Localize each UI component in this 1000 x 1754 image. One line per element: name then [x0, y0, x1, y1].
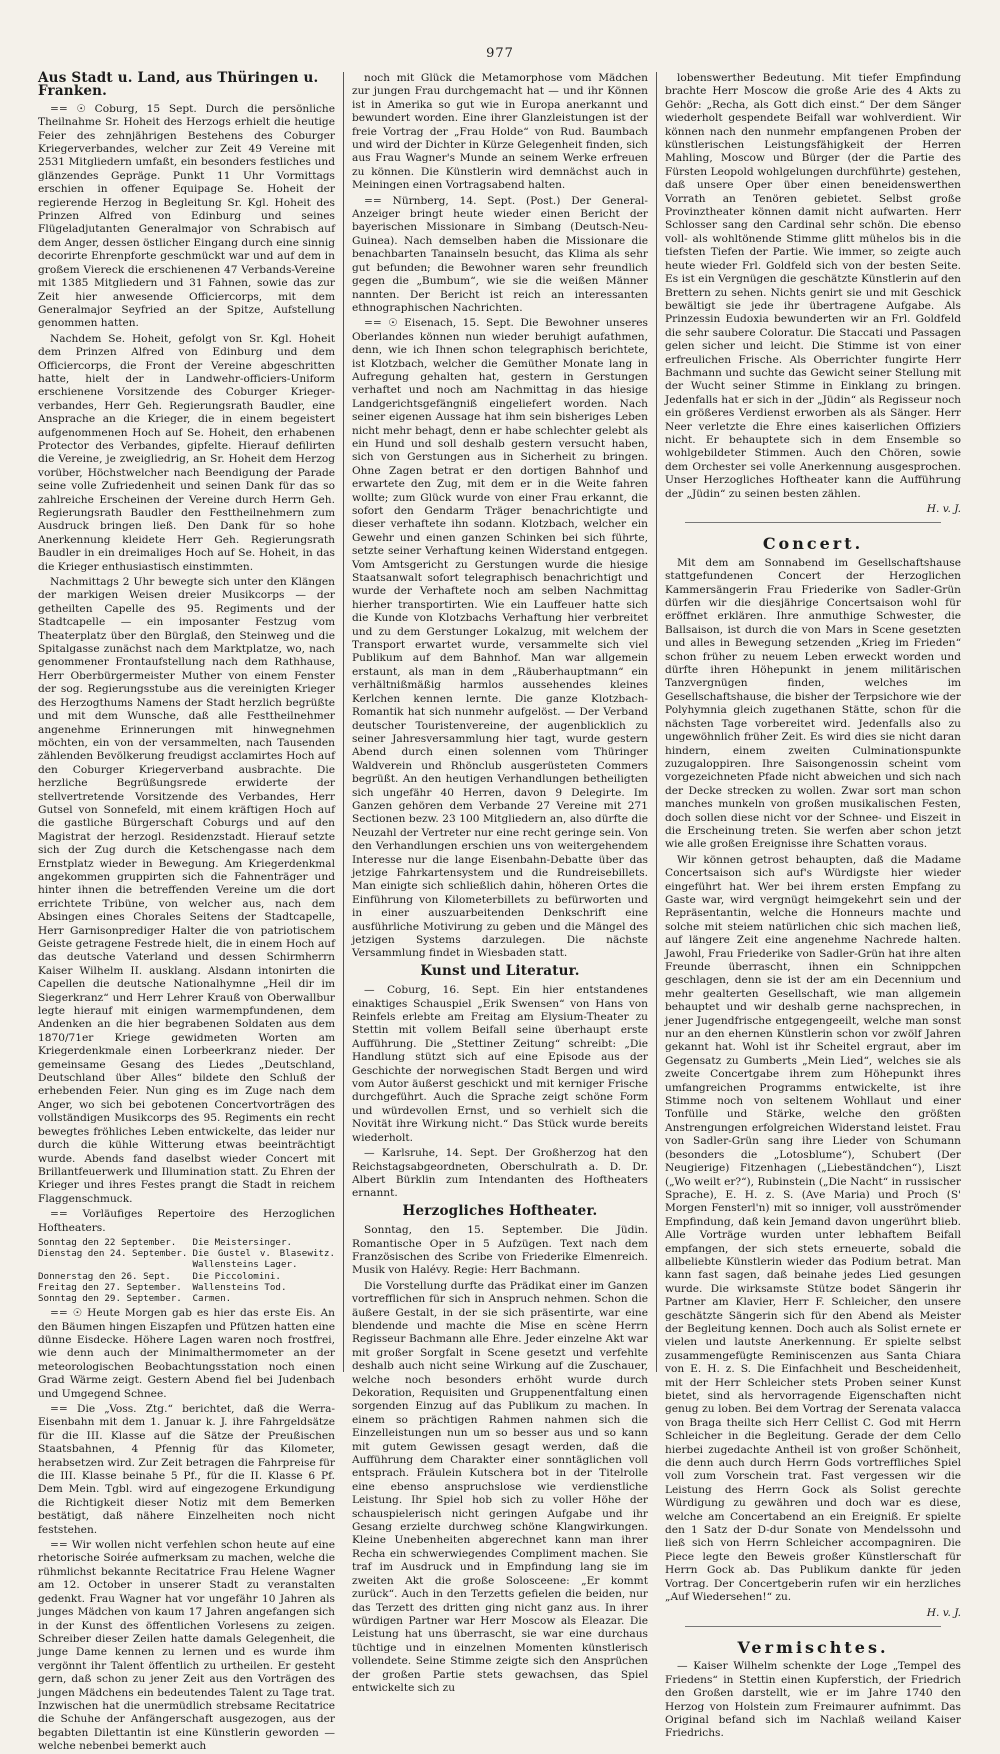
repertoire-date: Freitag den 27. September.: [38, 1281, 182, 1293]
section-heading-court-theatre: Herzogliches Hoftheater.: [402, 1202, 598, 1219]
article-paragraph: == Nürnberg, 14. Sept. (Post.) Der General-Anzeiger bringt heute wieder einen Bericht der bayerischen Missionare in Simbang (Deutsch-Neu-Guinea). Nach demselben haben die Missionare die benachbarten Tanainseln besucht, das Klima als sehr gut befunden; die Bewohner waren sehr freundlich gegen die „Bumbum“, wie sie die weißen Männer nannten. Der Bericht ist reich an interessanten ethnographischen Nachrichten.: [352, 194, 648, 314]
article-paragraph: — Karlsruhe, 14. Sept. Der Großherzog hat den Reichstagsabgeordneten, Oberschulrath a. D. Dr. Albert Bürklin zum Intendanten des Hoftheaters ernannt.: [352, 1147, 648, 1200]
divider: [685, 522, 941, 523]
repertoire-date: Donnerstag den 26. Sept.: [38, 1270, 171, 1282]
repertoire-row: [38, 1282, 335, 1293]
repertoire-title: Carmen.: [192, 1292, 232, 1304]
section-heading-art-literature: Kunst und Literatur.: [420, 962, 580, 979]
section-heading-local-news: Aus Stadt u. Land, aus Thüringen u. Franken.: [38, 70, 319, 100]
repertoire-date: Sonntag den 29. September.: [38, 1292, 182, 1304]
article-paragraph: Nachdem Se. Hoheit, gefolgt von Sr. Kgl. Hoheit dem Prinzen Alfred von Edinburg und dem Officiercorps, die Front der Vereine abgeschritten hatte, hielt der in Landwehr-officiers-Uniform erschienene Vorsitzende des Coburger Krieger-verbandes, Herr Geh. Regierungsrath Baudler, eine Ansprache an die Krieger, die in einem begeistert aufgenommenen Hoch auf Se. Hoheit, den erhabenen Protector des Verbandes, gipfelte. Hierauf defilirten die Vereine, je zweigliedrig, an Sr. Hoheit dem Herzog vorüber, Höchstwelcher nach Beendigung der Parade seine volle Zufriedenheit und seinen Dank für das so zahlreiche Erscheinen der Vereine durch Herrn Geh. Regierungsrath Baudler den Festtheilnehmern zum Ausdruck bringen ließ. Den Dank für so hohe Anerkennung kleidete Herr Geh. Regierungsrath Baudler in ein dreimaliges Hoch auf Se. Hoheit, in das die Krieger enthusiastisch einstimmten.: [38, 332, 335, 573]
article-paragraph: == Wir wollen nicht verfehlen schon heute auf eine rhetorische Soirée aufmerksam zu machen, welche die rühmlichst bekannte Recitatrice Frau Helene Wagner am 12. October in unserer Stadt zu veranstalten gedenkt. Frau Wagner hat vor ungefähr 10 Jahren als junges Mädchen von kaum 17 Jahren angefangen sich in der Kunst des öffentlichen Vorlesens zu zeigen. Schreiber dieser Zeilen hatte damals Gelegenheit, die junge Dame kennen zu lernen und es wurde ihm vergönnt ihr Talent öffentlich zu urtheilen. Er gesteht gern, daß schon zu jener Zeit aus den Vorträgen des jungen Mädchens ein bedeutendes Talent zu Tage trat. Inzwischen hat die unermüdlich strebsame Recitatrice die Schuhe der Anfängerschaft ausgezogen, aus der begabten Dilettantin ist eine Künstlerin geworden — welche nebenbei bemerkt auch: [38, 1539, 335, 1753]
repertoire-title: Die Gustel v. Blasewitz. Wallensteins Lager.: [192, 1248, 335, 1271]
repertoire-row: [38, 1248, 335, 1270]
repertoire-row: [38, 1237, 335, 1248]
column-2: [343, 72, 656, 1694]
section-heading-miscellaneous: Vermischtes.: [737, 1637, 889, 1657]
page-number: 977: [486, 46, 514, 61]
article-paragraph: Nachmittags 2 Uhr bewegte sich unter den Klängen der markigen Weisen dreier Musikcorps — der getheilten Capelle des 95. Regiments und der Stadtcapelle — ein imposanter Festzug vom Theaterplatz über den Bürglaß, den Steinweg und die Spitalgasse zunächst nach dem Marktplatze, wo, nach genommener Frontaufstellung nach dem Rathhause, Herr Oberbürgermeister Muther von einem Fenster der sog. Regierungsstube aus die vereinigten Krieger des Herzogthums Namens der Stadt herzlich begrüßte und mit dem Wunsche, daß alle Festtheilnehmer angenehme Erinnerungen mit hinwegnehmen möchten, ein von der versammelten, nach Tausenden zählenden Bevölkerung freudigst acclamirtes Hoch auf den Coburger Kriegerverband ausbrachte. Die herzliche Begrüßungsrede erwiderte der stellvertretende Vorsitzende des Verbandes, Herr Gutsel von Sonnefeld, mit einem kräftigen Hoch auf die gastliche Bürgerschaft Coburgs und auf den Magistrat der herzogl. Residenzstadt. Hierauf setzte sich der Zug durch die Ketschengasse nach dem Ernstplatz wieder in Bewegung. Am Kriegerdenkmal angekommen gruppirten sich die Fahnenträger und hinter ihnen die betreffenden Vereine um die dort errichtete Tribüne, von welcher aus, nach dem Absingen eines Chorales Seitens der Stadtcapelle, Herr Garnisonprediger Halter die von patriotischem Geiste getragene Festrede hielt, die in einem Hoch auf das deutsche Vaterland und dessen Schirmherrn Kaiser Wilhelm II. ausklang. Alsdann intonirten die Capellen die deutsche Nationalhymne „Heil dir im Siegerkranz“ und Herr Lehrer Krauß von Oberwallbur legte hierauf mit einigen warmempfundenen, dem Andenken an die hier begrabenen Soldaten aus dem 1870/71er Kriege gewidmeten Worten am Kriegerdenkmale einen Lorbeerkranz nieder. Der gemeinsame Gesang des Liedes „Deutschland, Deutschland über Alles“ bildete den Schluß der erhebenden Feier. Nun ging es im Zuge nach dem Anger, wo sich bei gebotenen Concertvorträgen des vollständigen Musikcorps des 95. Regiments ein recht bewegtes fröhliches Leben entwickelte, das leider nur durch die kühle Witterung etwas beeinträchtigt wurde. Abends fand daselbst wieder Concert mit Brillantfeuerwerk und Illumination statt. Zu Ehren der Krieger und ihres Festes prangt die Stadt in reichem Flaggenschmuck.: [38, 576, 335, 1205]
column-1-paragraphs: [38, 103, 335, 1235]
article-paragraph: — Kaiser Wilhelm schenkte der Loge „Tempel des Friedens“ in Stettin einen Kupferstich, der Friedrich den Großen darstellt, wie er im Jahre 1740 den Herzog von Holstein zum Freimaurer aufnimmt. Das Original befand sich im Nachlaß weiland Kaiser Friedrichs.: [665, 1660, 961, 1740]
article-paragraph: == Vorläufiges Repertoire des Herzoglichen Hoftheaters.: [38, 1208, 335, 1234]
column-2-paragraphs: [352, 72, 648, 961]
court-theatre-paragraphs: [352, 1224, 648, 1695]
column-3: [656, 72, 969, 1740]
theater-repertoire-table: [38, 1237, 335, 1304]
repertoire-title: Die Piccolomini.: [192, 1270, 281, 1282]
divider: [685, 1626, 941, 1627]
miscellaneous-paragraphs: [665, 1660, 961, 1740]
repertoire-date: Sonntag den 22 September.: [38, 1236, 177, 1248]
article-paragraph: == ☉ Coburg, 15 Sept. Durch die persönliche Theilnahme Sr. Hoheit des Herzogs erhielt die heutige Feier des zehnjährigen Bestehens des Coburger Kriegerverbandes, welcher zur Zeit 49 Vereine mit 2531 Mitgliedern umfaßt, ein besonders festliches und glänzendes Gepräge. Punkt 11 Uhr Vormittags erschien in offener Equipage Se. Hoheit der regierende Herzog in Begleitung Sr. Kgl. Hoheit des Prinzen Alfred von Edinburg und seines Flügeladjutanten Generalmajor von Schrabisch auf dem Anger, dessen östlicher Eingang durch eine sinnig decorirte Ehrenpforte geschmückt war und auf dem in großem Viereck die erschienenen 47 Verbands-Vereine mit 1385 Mitgliedern und 31 Fahnen, sowie das zur Zeit hier anwesende Officiercorps, mit dem Generalmajor Seyfried an der Spitze, Aufstellung genommen hatten.: [38, 102, 335, 330]
repertoire-title: Wallensteins Tod.: [192, 1281, 287, 1293]
signature-2: H. v. J.: [926, 1606, 961, 1619]
repertoire-row: [38, 1293, 335, 1304]
signature-1: H. v. J.: [926, 503, 961, 515]
article-paragraph: == ☉ Heute Morgen gab es hier das erste Eis. An den Bäumen hingen Eiszapfen und Pfützen hatten eine dünne Eisdecke. Höhere Lagen waren noch frostfrei, wie denn auch der Minimalthermometer an der meteorologischen Beobachtungsstation noch einen Grad Wärme zeigt. Gestern Abend fiel bei Judenbach und Umgegend Schnee.: [38, 1307, 335, 1400]
column-3-paragraphs: [665, 72, 961, 501]
article-paragraph: Mit dem am Sonnabend im Gesellschaftshause stattgefundenen Concert der Herzoglichen Kammersängerin Frau Friederike von Sadler-Grün dürfen wir die diesjährige Concertsaison wohl für eröffnet erklären. Ihre anmuthige Schwester, die Ballsaison, ist durch die von Mars in Scene gesetzten und alles in Bewegung setzenden „Krieg im Frieden“ schon früher zu neuem Leben erweckt worden und dürfte ihren Höhepunkt in jenem militärischen Tanzvergnügen finden, welches im Gesellschaftshause, die bisher der Terpsichore wie der Polyhymnia gleich zugethanen Stätte, schon für die nächsten Tage vorbereitet wird. Jedenfalls also zu ungewöhnlich früher Zeit. Es wird dies sie nicht daran hindern, einem zweiten Culminationspunkte zuzugaloppiren. Ihre Saisongenossin scheint vom vorgezeichneten Pfade nicht abweichen und sich nach der Decke strecken zu wollen. Zwar sort man schon manches munkeln von großen musikalischen Festen, doch sollen diese nicht vor der Schnee- und Eiszeit in die Erscheinung treten. Sie werfen aber schon jetzt wie alle großen Ereignisse ihre Schatten voraus.: [665, 556, 961, 851]
article-paragraph: == Die „Voss. Ztg.“ berichtet, daß die Werra-Eisenbahn mit dem 1. Januar k. J. ihre Fahrgeldsätze für die III. Klasse auf die Sätze der Preußischen Staatsbahnen, 4 Pfennig für das Kilometer, herabsetzen wird. Zur Zeit betragen die Fahrpreise für die III. Klasse beinahe 5 Pf., für die II. Klasse 6 Pf. Dem Mein. Tgbl. wird auf eingezogene Erkundigung die Richtigkeit dieser Notiz mit dem Bemerken bestätigt, daß nähere Einzelheiten noch nicht feststehen.: [38, 1403, 335, 1536]
column-1-paragraphs-continued: [38, 1307, 335, 1753]
article-paragraph: Wir können getrost behaupten, daß die Madame Concertsaison sich auf's Würdigste hier wieder eingeführt hat. Wer bei ihrem ersten Empfang zu Gaste war, wird vergnügt heimgekehrt sein und der Repräsentantin, welche die Honneurs machte und solche mit steiem natürlichen chic sich machen ließ, auf längere Zeit eine angenehme Nachrede halten. Jawohl, Frau Friederike von Sadler-Grün hat ihre alten Freunde überrascht, ihnen ein Schnippchen geschlagen, denn sie ist der am ein Decennium und mehr gealterten Gesellschaft, wie man allgemein behauptet und wir deshalb gerne nachsprechen, in jener Jugendfrische entgegengeeilt, welche man sonst nur an den ehernen Künstlerin schon vor zwölf Jahren gekannt hat. Wohl ist ihr Scheitel ergraut, aber im Gegensatz zu Gumberts „Mein Lied“, welches sie als zweite Concertgabe ihrem zum Höhepunkt ihres umfangreichen Programms entwickelte, ist ihre Stimme noch von seltenem Wohllaut und einer Tonfülle und Stärke, welche den größten Anstrengungen erfolgreichen Widerstand leistet. Frau von Sadler-Grün sang ihre Lieder von Schumann (besonders die „Lotosblume“), Schubert (Der Neugierige) Fitzenhagen („Liebeständchen“), Liszt („Wo weilt er?“), Rubinstein („Die Nacht“ in russischer Sprache), E. H. z. S. (Ave Maria) und Proch (S' Morgen Fensterl'n) mit so inniger, voll ausströmender Empfindung, daß kein Jemand davon ungerührt blieb. Alle Vorträge wurden unter lebhaftem Beifall empfangen, der sich stets erneuerte, sobald die allbeliebte Künstlerin wieder das Podium betrat. Man kann fast sagen, daß beinahe jedes Lied gesungen wurde. Die wirksamste Stütze bodet Sängerin ihr Partner am Klavier, Herr F. Schleicher, den unsere geschätzte Sängerin sich für den Abend als Meister der Begleitung kennen. Doch auch als Solist ernete er vielen und lautste Anerkennung. Er spielte selbst zusammengefügte Reminiscenzen aus Santa Chiara von E. H. z. S. Die Einfachheit und Bescheidenheit, mit der Herr Schleicher stets Proben seiner Kunst bietet, sind als hervorragende Eigenschaften nicht genug zu loben. Bei dem Vortrag der Serenata valacca von Braga theilte sich Herr Cellist C. God mit Herrn Schleicher in die Begleitung. Gerade der dem Cello hierbei zugedachte Antheil ist von großer Schönheit, die denn auch durch Herrn Gods vortreffliches Spiel voll zum Vorschein trat. Fast vergessen wir die Leistung des Herrn Gock als Solist gerechte Würdigung zu gewähren und doch war es diese, welche am Concertabend an ein Ereigniß. Er spielte den 1 Satz der D-dur Sonate von Mendelssohn und ließ sich von Herrn Schleicher accompagniren. Die Piece legte den Beweis großer Künstlerschaft für Herrn Gock ab. Das Publikum dankte für jeden Vortrag. Der Concertgeberin rufen wir ein herzliches „Auf Wiedersehen!“ zu.: [665, 853, 961, 1604]
repertoire-row: [38, 1271, 335, 1282]
article-paragraph: == ☉ Eisenach, 15. Sept. Die Bewohner unseres Oberlandes können nun wieder beruhigt aufathmen, denn, wie ich Ihnen schon telegraphisch berichtete, ist Klotzbach, welcher die Gemüther Monate lang in Aufregung gehalten hat, gestern in Gerstungen verhaftet und noch am Nachmittag in das hiesige Landgerichtsgefängniß eingeliefert worden. Nach seiner eigenen Aussage hat ihm sein bisheriges Leben nicht mehr behagt, denn er habe schlechter gelebt als ein Hund und soll deshalb gestern versucht haben, sich von Gerstungen aus in Sicherheit zu bringen. Ohne Zagen betrat er den dortigen Bahnhof und erwartete den Zug, mit dem er in die Weite fahren wollte; zum Glück wurde von einer Frau erkannt, die sofort den Gendarm Träger benachrichtigte und dieser verhaftete ihn sodann. Klotzbach, welcher ein Gewehr und einen ganzen Schinken bei sich führte, setzte seiner Verhaftung keinen Widerstand entgegen. Vom Amtsgericht zu Gerstungen wurde die hiesige Staatsanwalt sofort telegraphisch benachrichtigt und wurde der Verhaftete noch am selben Nachmittag hierher transportirten. Wie ein Lauffeuer hatte sich die Kunde von Klotzbachs Verhaftung hier verbreitet und zu dem Gerstunger Lokalzug, mit welchem der Transport erwartet wurde, versammelte sich viel Publikum auf dem Bahnhof. Man war allgemein erstaunt, als man in dem „Räuberhauptmann“ ein verhältnißmäßig harmlos aussehendes kleines Kerlchen kennen lernte. Die ganze Klotzbach-Romantik hat sich nunmehr aufgelöst. — Der Verband deutscher Touristenvereine, der augenblicklich zu seiner Jahresversammlung hier tagt, wurde gestern Abend durch einen solennen vom Thüringer Waldverein und Rhönclub ausgerüsteten Commers begrüßt. An den heutigen Verhandlungen betheiligten sich ungefähr 40 Herren, davon 9 Delegirte. Im Ganzen gehören dem Verbande 27 Vereine mit 271 Sectionen bezw. 23 100 Mitgliedern an, also dürfte die Neuzahl der Vertreter nur eine recht geringe sein. Von den Verhandlungen erschien uns von weitergehendem Interesse nur die lange Eisenbahn-Debatte über das jetzige Fahrkartensystem und die Rundreisebillets. Man einigte sich schließlich dahin, höheren Ortes die Einführung von Kilometerbillets zu befürworten und in einer auszuarbeitenden Denkschrift eine ausführliche Motivirung zu geben und die Mängel des jetzigen Systems darzulegen. Die nächste Versammlung findet in Wiesbaden statt.: [352, 317, 648, 960]
article-paragraph: Sonntag, den 15. September. Die Jüdin. Romantische Oper in 5 Aufzügen. Text nach dem Französischen des Scribe von Friederike Elmenreich. Musik von Halévy. Regie: Herr Bachmann.: [352, 1224, 648, 1277]
article-paragraph: Die Vorstellung durfte das Prädikat einer im Ganzen vortrefflichen für sich in Anspruch nehmen. Schon die äußere Gestalt, in der sie sich präsentirte, war eine blendende und machte die Mise en scène Herrn Regisseur Bachmann alle Ehre. Jeder einzelne Akt war mit großer Sorgfalt in Scene gesetzt und verfehlte deshalb auch nicht seine Wirkung auf die Zuschauer, welche noch besonders erhöht wurde durch Dekoration, Requisiten und Gruppenentfaltung einen sorgenden Einzug auf das Publikum zu machen. In einem so prächtigen Rahmen nahmen sich die Einzelleistungen nun um so besser aus und so kann mit gutem Gewissen gesagt werden, daß die Aufführung dem Charakter einer sonntäglichen voll entsprach. Fräulein Kutschera bot in der Titelrolle eine ebenso anspruchslose wie verdienstliche Leistung. Ihr Spiel hob sich zu voller Höhe der schauspielerisch nicht geringen Aufgabe und ihr Gesang erzielte durchweg schöne Klangwirkungen. Kleine Unebenheiten abgerechnet kann man ihrer Recha ein schwerwiegendes Compliment machen. Sie traf im Ausdruck und in Empfindung lang sie im zweiten Akt die große Solosceene: „Er kommt zurück“. Auch in den Terzetts gefielen die beiden, nur das Terzett des dritten ging nicht ganz aus. In ihrer würdigen Partner war Herr Moscow als Eleazar. Die Leistung hat uns überrascht, sie war eine durchaus tüchtige und in einzelnen Momenten künstlerisch vollendete. Seine Stimme zeigte sich den Ansprüchen der großen Partie stets gewachsen, das Spiel entwickelte sich zu: [352, 1279, 648, 1694]
article-paragraph: noch mit Glück die Metamorphose vom Mädchen zur jungen Frau durchgemacht hat — und ihr Können ist in Amerika so gut wie in Europa anerkannt und bewundert worden. Eine ihrer Glanzleistungen ist der freie Vortrag der „Frau Holde“ von Rud. Baumbach und wird der Dichter in Kürze Gelegenheit finden, sich aus Frau Wagner's Munde an seinem Werke erfreuen zu können. Die Künstlerin wird demnächst auch in Meiningen einen Vortragsabend halten.: [352, 72, 648, 192]
concert-paragraphs: [665, 557, 961, 1605]
art-literature-paragraphs: [352, 984, 648, 1201]
column-container: [30, 70, 970, 1753]
section-heading-concert: Concert.: [762, 534, 864, 554]
repertoire-date: Dienstag den 24. September.: [38, 1248, 188, 1260]
repertoire-title: Die Meistersinger.: [192, 1236, 293, 1248]
column-1: [30, 70, 343, 1753]
article-paragraph: — Coburg, 16. Sept. Ein hier entstandenes einaktiges Schauspiel „Erik Swensen“ von Hans von Reinfels erlebte am Freitag am Elysium-Theater zu Stettin mit vollem Beifall seine überhaupt erste Aufführung. Die „Stettiner Zeitung“ schreibt: „Die Handlung stützt sich auf eine Episode aus der Geschichte der norwegischen Stadt Bergen und wird vom Autor äußerst geschickt und mit kerniger Frische durchgeführt. Auch die Sprache zeigt schöne Form und würdevollen Ernst, und so verhielt sich die Novität ihre Wirkung nicht.“ Das Stück wurde bereits wiederholt.: [352, 984, 648, 1144]
article-paragraph: lobenswerther Bedeutung. Mit tiefer Empfindung brachte Herr Moscow die große Arie des 4 Akts zu Gehör: „Recha, als Gott dich einst.“ Der dem Sänger wiederholt gespendete Beifall war wohlverdient. Wir können nach den nunmehr empfangenen Proben der künstlerischen Leistungsfähigkeit der Herren Mahling, Moscow und Bürger (der die Partie des Fürsten Leopold wohlgelungen durchführte) gestehen, daß unsere Oper über einen beneidenswerthen Vorrath an Tenören gebietet. Selbst große Provinztheater können damit nicht aufwarten. Herr Schlosser sang den Cardinal sehr schön. Die ebenso voll- als wohltönende Stimme glitt mühelos bis in die tiefsten Tiefen der Partie. Wie immer, so zeigte auch heute wieder Frl. Goldfeld sich von der besten Seite. Es ist ein Vergnügen die geschätzte Künstlerin auf den Brettern zu sehen. Nichts genirt sie und mit Geschick bewältigt sie jede ihr übertragene Aufgabe. Als Prinzessin Eudoxia bewunderten wir an Frl. Goldfeld die sehr saubere Coloratur. Die Staccati und Passagen gelen sicher und leicht. Die Stimme ist von einer erfreulichen Frische. Als Oberrichter fungirte Herr Bachmann und suchte das Gewicht seiner Stellung mit der Wucht seiner Stimme in Einklang zu bringen. Jedenfalls hat er sich in der „Jüdin“ als Regisseur noch ein größeres Verdienst erworben als als Sänger. Herr Neer verletzte die Ehre eines kaiserlichen Offiziers nicht. Er behauptete sich in dem Ensemble so wohlgebildeter Stimmen. Auch den Chören, sowie dem Orchester sei volle Anerkennung ausgesprochen. Unser Herzogliches Hoftheater kann die Aufführung der „Jüdin“ zu seinen besten zählen.: [665, 72, 961, 500]
